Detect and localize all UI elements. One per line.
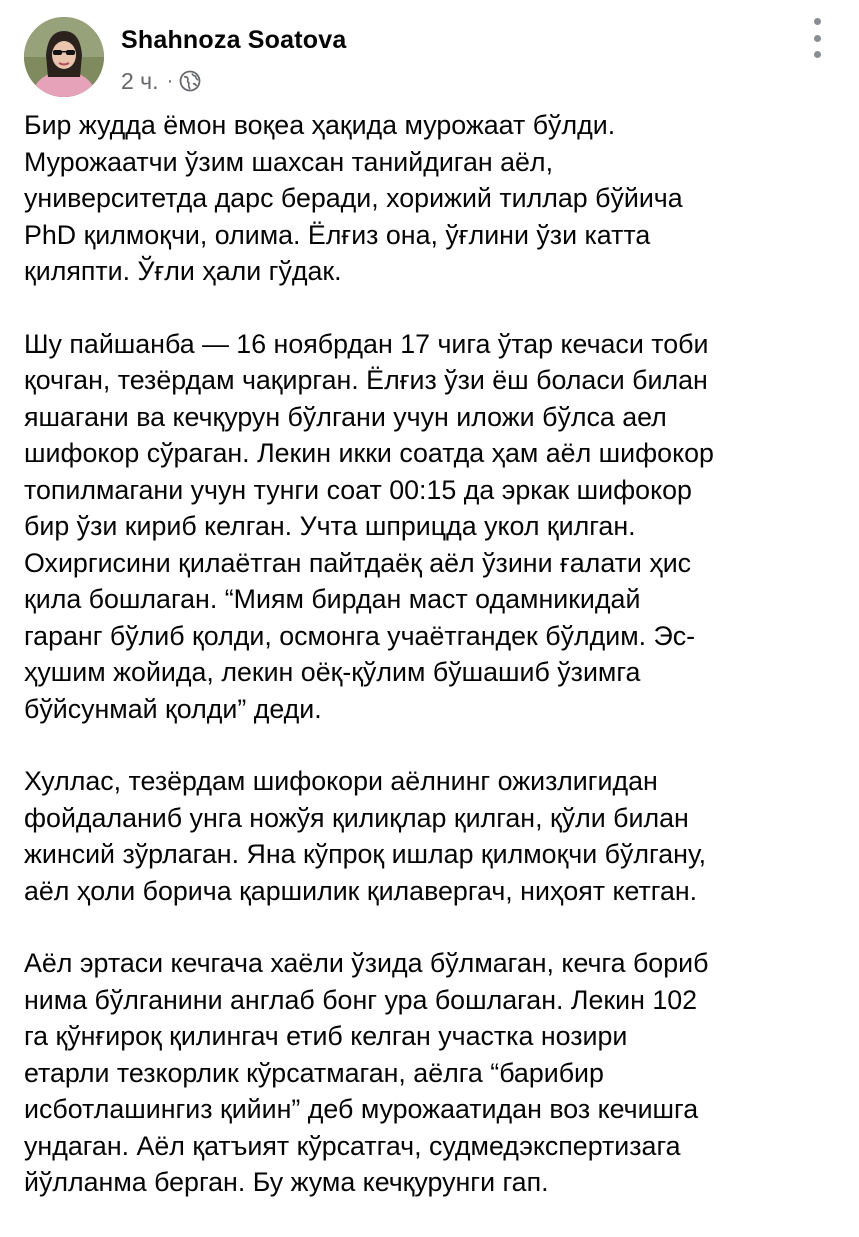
meta-separator: · — [166, 69, 174, 92]
post-text-line: топилмагани учун тунги соат 00:15 да эркак шифокор — [24, 474, 692, 505]
post-text-line: Шу пайшанба — 16 ноябрдан 17 чига ўтар кечаси тоби — [24, 328, 709, 359]
post-text-line: йўлланма берган. Бу жума кечқурунги гап. — [24, 1167, 549, 1197]
post-text-line: университетда дарс беради, хорижий тиллар бўйича — [24, 183, 683, 213]
post-text-line: қочган, тезёрдам чақирган. Ёлғиз ўзи ёш боласи билан — [24, 365, 708, 395]
post-paragraph — [24, 763, 844, 909]
post-text-line: Охиргисини қилаётган пайтдаёқ аёл ўзини ғалати ҳис — [24, 547, 692, 578]
globe-icon[interactable] — [179, 70, 201, 92]
author-name[interactable]: Shahnoza Soatova — [121, 26, 347, 54]
post-text-line: нима бўлганини англаб бонг ура бошлаган. Лекин 102 — [24, 984, 698, 1015]
post-paragraph — [24, 945, 844, 1201]
post-meta — [121, 66, 201, 96]
avatar[interactable] — [24, 17, 104, 97]
post-text-line: шифокор сўраган. Лекин икки соатда ҳам аёл шифокор — [24, 438, 714, 468]
post-text-line: қила бошлаган. “Миям бирдан маст одамникидай — [24, 584, 641, 614]
post-text-line: ҳушим жойида, лекин оёқ-қўлим бўшашиб ўзимга — [24, 657, 641, 687]
post-text-line: фойдаланиб унга ножўя қилиқлар қилган, қўли билан — [24, 802, 689, 833]
post-timestamp[interactable]: 2 ч. — [121, 67, 159, 94]
post-text-line: Хуллас, тезёрдам шифокори аёлнинг ожизлигидан — [24, 766, 658, 796]
post-header — [0, 0, 859, 100]
post-text-line: Мурожаатчи ўзим шахсан танийдиган аёл, — [24, 146, 554, 177]
post-text-line: исботлашингиз қийин” деб мурожаатидан воз кечишга — [24, 1094, 699, 1124]
post-paragraph — [24, 107, 844, 290]
post-text-line: бир ўзи кириб келган. Учта шприцда укол қилган. — [24, 511, 636, 541]
post-text — [24, 107, 844, 1237]
more-options-button[interactable] — [805, 18, 829, 58]
post-text-line: қиляпти. Ўғли ҳали гўдак. — [24, 256, 342, 286]
post-text-line: гаранг бўлиб қолди, осмонга учаётгандек бўлдим. Эс- — [24, 620, 696, 651]
more-vertical-icon-dot — [814, 18, 821, 25]
post-text-line: PhD қилмоқчи, олима. Ёлғиз она, ўғлини ўзи катта — [24, 219, 651, 250]
more-vertical-icon-dot — [814, 35, 821, 42]
post-text-line: жинсий зўрлаган. Яна кўпроқ ишлар қилмоқчи бўлгану, — [24, 839, 707, 869]
post-paragraph — [24, 326, 844, 728]
more-vertical-icon-dot — [814, 51, 821, 58]
post-text-line: ундаган. Аёл қатъият кўрсатгач, судмедэкспертизага — [24, 1130, 681, 1161]
post-text-line: бўйсунмай қолди” деди. — [24, 693, 322, 724]
post-text-line: аёл ҳоли борича қаршилик қилавергач, ниҳоят кетган. — [24, 875, 698, 906]
post-text-line: га қўнғироқ қилингач етиб келган участка нозири — [24, 1021, 628, 1051]
post-text-line: етарли тезкорлик кўрсатмаган, аёлга “барибир — [24, 1057, 604, 1088]
post-text-line: Бир жудда ёмон воқеа ҳақида мурожаат бўлди. — [24, 110, 616, 140]
post-text-line: Аёл эртаси кечгача хаёли ўзида бўлмаган, кечга бориб — [24, 948, 709, 978]
post-text-line: яшагани ва кечқурун бўлгани учун иложи бўлса аел — [24, 401, 667, 432]
